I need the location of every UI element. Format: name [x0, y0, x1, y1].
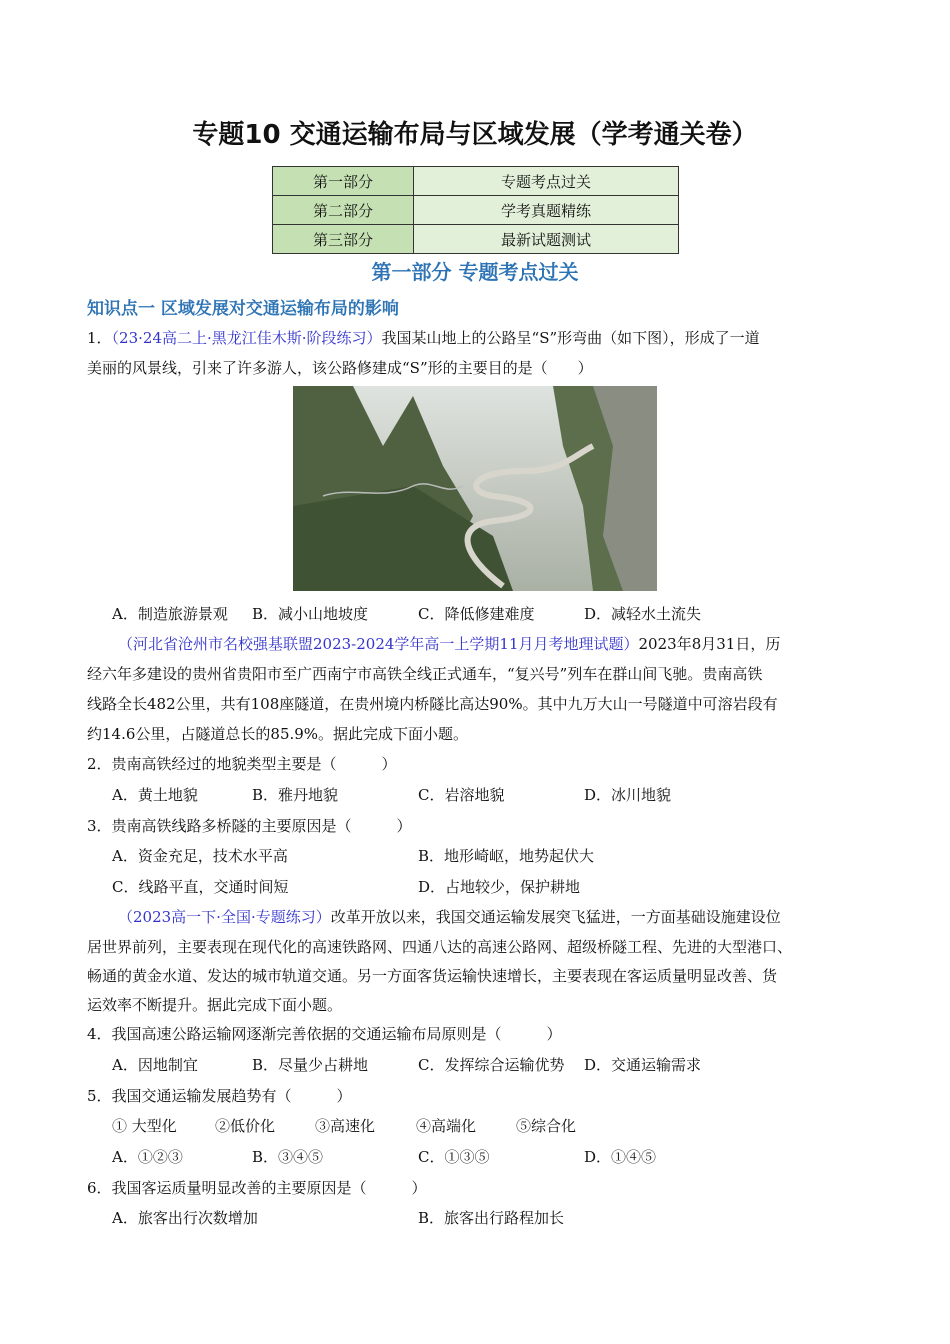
option-d: D．交通运输需求 — [584, 1056, 702, 1074]
option-c: C．降低修建难度 — [418, 605, 535, 623]
s-shaped-road-photo — [293, 386, 657, 591]
option-a: A．①②③ — [112, 1148, 183, 1166]
passage-1-line — [118, 633, 780, 654]
option-d: D．冰川地貌 — [584, 786, 672, 804]
passage-text: 线路全长482公里，共有108座隧道，在贵州境内桥隧比高达90%。其中九万大山一号隧道中可溶岩段有 — [87, 695, 778, 713]
table-row — [273, 167, 679, 196]
question-5-stem: 5．我国交通运输发展趋势有（ ） — [87, 1087, 352, 1105]
passage-source: （2023高一下·全国·专题练习） — [118, 908, 331, 926]
question-1-line — [87, 327, 760, 348]
question-source: （23·24高二上·黑龙江佳木斯·阶段练习） — [111, 329, 382, 347]
option-b: B．尽量少占耕地 — [252, 1056, 369, 1074]
part-label: 第二部分 — [273, 196, 414, 225]
part-name: 学考真题精练 — [414, 196, 679, 225]
passage-2-line — [118, 906, 781, 927]
option-b: B．地形崎岖，地势起伏大 — [418, 847, 595, 865]
contents-table — [272, 166, 679, 254]
passage-text: 2023年8月31日，历 — [638, 635, 781, 653]
option-a: A．制造旅游景观 — [112, 605, 228, 623]
table-row — [273, 225, 679, 254]
option-c: C．①③⑤ — [418, 1148, 490, 1166]
question-4-stem: 4．我国高速公路运输网逐渐完善依据的交通运输布局原则是（ ） — [87, 1025, 562, 1043]
option-d: D．减轻水土流失 — [584, 605, 702, 623]
option-d: D．①④⑤ — [584, 1148, 657, 1166]
passage-text: 改革开放以来，我国交通运输发展突飞猛进，一方面基础设施建设位 — [330, 908, 781, 926]
question-number: 1． — [87, 329, 112, 347]
choice-item: ① 大型化 — [112, 1117, 177, 1135]
document-title: 专题10 交通运输布局与区域发展（学考通关卷） — [192, 120, 758, 150]
option-b: B．雅丹地貌 — [252, 786, 339, 804]
passage-text: 畅通的黄金水道、发达的城市轨道交通。另一方面客货运输快速增长，主要表现在客运质量明显改善、货 — [87, 967, 778, 985]
choice-item: ③高速化 — [315, 1117, 376, 1135]
question-3-stem: 3．贵南高铁线路多桥隧的主要原因是（ ） — [87, 817, 412, 835]
knowledge-heading: 知识点一 区域发展对交通运输布局的影响 — [87, 299, 399, 319]
option-b: B．旅客出行路程加长 — [418, 1209, 565, 1227]
part-name: 专题考点过关 — [414, 167, 679, 196]
option-c: C．岩溶地貌 — [418, 786, 505, 804]
option-c: C．线路平直，交通时间短 — [112, 878, 289, 896]
option-d: D．占地较少，保护耕地 — [418, 878, 581, 896]
table-row — [273, 196, 679, 225]
option-a: A．因地制宜 — [112, 1056, 198, 1074]
option-a: A．旅客出行次数增加 — [112, 1209, 258, 1227]
option-a: A．资金充足，技术水平高 — [112, 847, 288, 865]
passage-text: 居世界前列，主要表现在现代化的高速铁路网、四通八达的高速公路网、超级桥隧工程、先进的大型港口、 — [87, 938, 793, 956]
question-6-stem: 6．我国客运质量明显改善的主要原因是（ ） — [87, 1179, 427, 1197]
question-text: 美丽的风景线，引来了许多游人，该公路修建成“S”形的主要目的是（ ） — [87, 359, 593, 377]
passage-text: 约14.6公里，占隧道总长的85.9%。据此完成下面小题。 — [87, 725, 469, 743]
passage-source: （河北省沧州市名校强基联盟2023-2024学年高一上学期11月月考地理试题） — [118, 635, 639, 653]
passage-text: 运效率不断提升。据此完成下面小题。 — [87, 996, 343, 1014]
part-label: 第三部分 — [273, 225, 414, 254]
choice-item: ④高端化 — [416, 1117, 477, 1135]
choice-item: ②低价化 — [215, 1117, 276, 1135]
question-2-stem: 2．贵南高铁经过的地貌类型主要是（ ） — [87, 755, 397, 773]
part-label: 第一部分 — [273, 167, 414, 196]
option-b: B．③④⑤ — [252, 1148, 324, 1166]
question-text: 我国某山地上的公路呈“S”形弯曲（如下图），形成了一道 — [381, 329, 760, 347]
option-b: B．减小山地坡度 — [252, 605, 369, 623]
option-a: A．黄土地貌 — [112, 786, 198, 804]
passage-text: 经六年多建设的贵州省贵阳市至广西南宁市高铁全线正式通车，“复兴号”列车在群山间飞驰。贵南高铁 — [87, 665, 763, 683]
section-heading: 第一部分 专题考点过关 — [371, 260, 579, 284]
part-name: 最新试题测试 — [414, 225, 679, 254]
choice-item: ⑤综合化 — [516, 1117, 577, 1135]
option-c: C．发挥综合运输优势 — [418, 1056, 565, 1074]
